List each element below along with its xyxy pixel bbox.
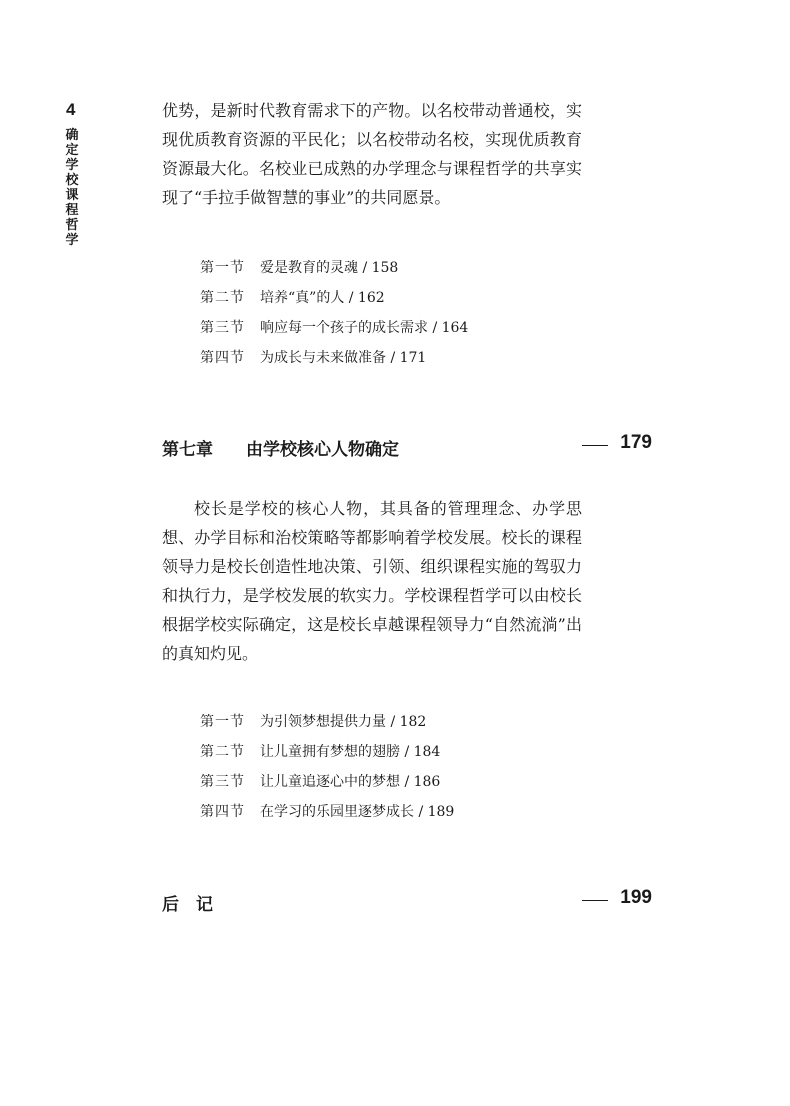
section-title: 培养“真”的人 / 162 xyxy=(260,290,385,306)
afterword-heading[interactable] xyxy=(162,887,652,915)
toc-entry[interactable] xyxy=(200,707,454,737)
afterword-label: 后 记 xyxy=(162,895,213,915)
chapter-page-number: 179 xyxy=(620,432,652,453)
toc-entry[interactable] xyxy=(200,343,468,373)
section-title: 爱是教育的灵魂 / 158 xyxy=(260,260,399,276)
intro-paragraph: 优势，是新时代教育需求下的产物。以名校带动普通校，实现优质教育资源的平民化；以名校带动名校，实现优质教育资源最大化。名校业已成熟的办学理念与课程哲学的共享实现了“手拉手做智慧的事业”的共同愿景。 xyxy=(162,101,582,207)
section-number: 第二节 xyxy=(200,744,245,760)
section-number: 第四节 xyxy=(200,350,245,366)
section-number: 第一节 xyxy=(200,714,245,730)
toc-entry[interactable] xyxy=(200,797,454,827)
chapter-title: 由学校核心人物确定 xyxy=(246,440,399,460)
chapter-7-heading[interactable] xyxy=(162,432,652,460)
section-number: 第三节 xyxy=(200,320,245,336)
toc-entry[interactable] xyxy=(200,737,454,767)
section-title: 让儿童追逐心中的梦想 / 186 xyxy=(260,774,441,790)
section-title: 为引领梦想提供力量 / 182 xyxy=(260,714,427,730)
section-title: 响应每一个孩子的成长需求 / 164 xyxy=(260,320,469,336)
section-title: 让儿童拥有梦想的翅膀 / 184 xyxy=(260,744,441,760)
section-title: 在学习的乐园里逐梦成长 / 189 xyxy=(260,804,455,820)
afterword-page-number: 199 xyxy=(620,887,652,908)
toc-section-list xyxy=(200,253,468,373)
toc-entry[interactable] xyxy=(200,283,468,313)
chapter-7-summary: 校长是学校的核心人物，其具备的管理理念、办学思想、办学目标和治校策略等都影响着学校发展。校长的课程领导力是校长创造性地决策、引领、组织课程实施的驾驭力和执行力，是学校发展的软实力。学校课程哲学可以由校长根据学校实际确定，这是校长卓越课程领导力“自然流淌”出的真知灼见。 xyxy=(162,499,582,663)
toc-section-list xyxy=(200,707,454,827)
section-number: 第一节 xyxy=(200,260,245,276)
toc-entry[interactable] xyxy=(200,767,454,797)
chapter-label: 第七章 xyxy=(162,440,213,460)
toc-entry[interactable] xyxy=(200,253,468,283)
section-number: 第三节 xyxy=(200,774,245,790)
running-book-title: 确定学校课程哲学 xyxy=(65,128,79,248)
leader-dash xyxy=(582,900,608,901)
section-number: 第四节 xyxy=(200,804,245,820)
section-number: 第二节 xyxy=(200,290,245,306)
section-title: 为成长与未来做准备 / 171 xyxy=(260,350,427,366)
page-number: 4 xyxy=(66,100,76,119)
toc-entry[interactable] xyxy=(200,313,468,343)
leader-dash xyxy=(582,445,608,446)
